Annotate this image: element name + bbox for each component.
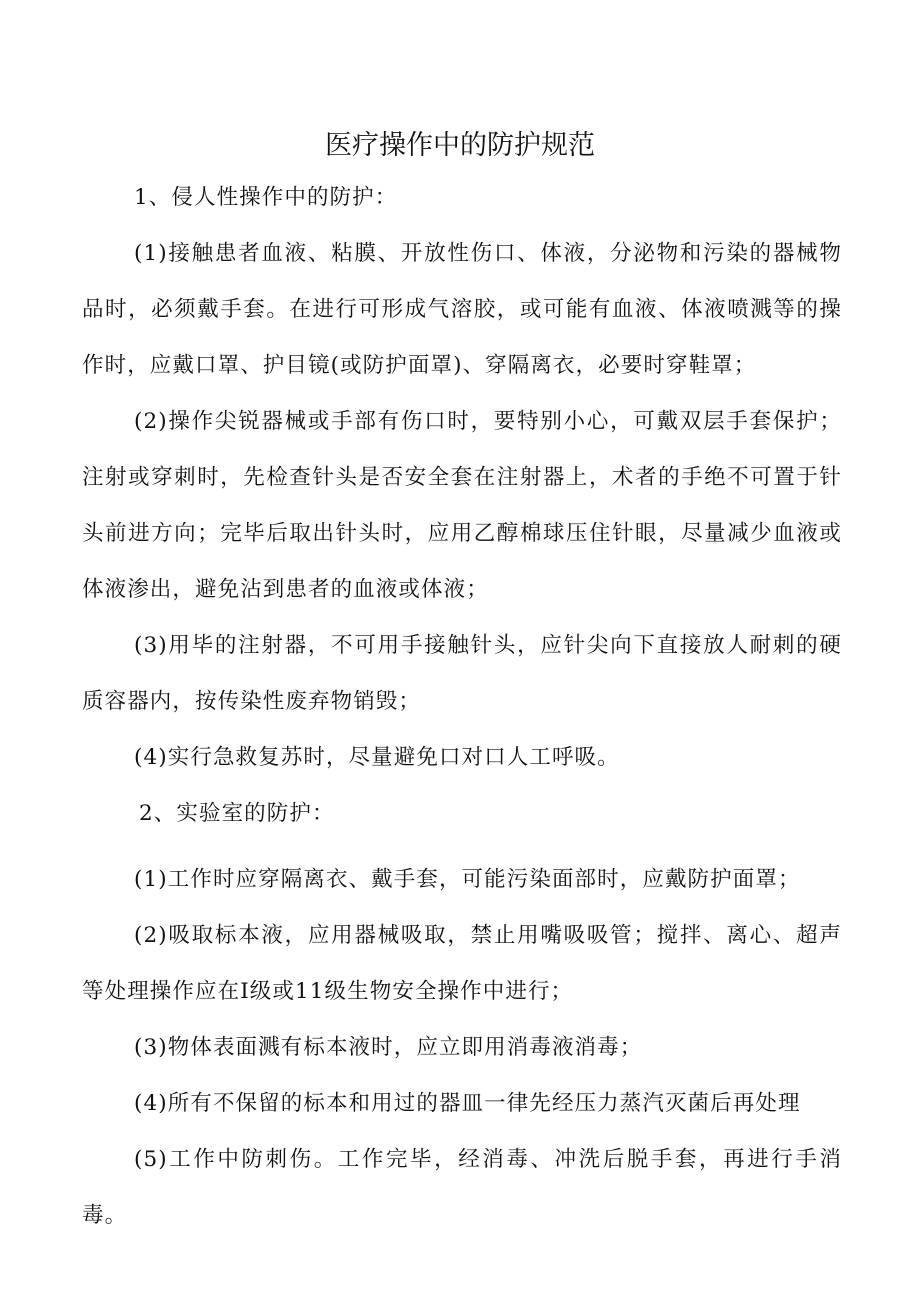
section-2-item-5: (5)工作中防刺伤。工作完毕，经消毒、冲洗后脱手套，再进行手消毒。 — [82, 1147, 842, 1228]
section-1-item-4: (4)实行急救复苏时，尽量避免口对口人工呼吸。 — [134, 745, 620, 770]
section-2-item-3: (3)物体表面溅有标本液时，应立即用消毒液消毒； — [134, 1035, 643, 1060]
section-2-heading: 2、实验室的防护： — [139, 801, 335, 826]
section-spacer — [82, 842, 842, 852]
section-1-heading: 1、侵人性操作中的防护： — [134, 185, 398, 210]
section-2-item-2: (2)吸取标本液，应用器械吸取，禁止用嘴吸吸管；搅拌、离心、超声等处理操作应在I级或11级生物安全操作中进行； — [82, 923, 842, 1004]
document-title: 医疗操作中的防护规范 — [325, 130, 595, 161]
section-1-item-3: (3)用毕的注射器，不可用手接触针头，应针尖向下直接放人耐刺的硬质容器内，按传染性废弃物销毁； — [82, 633, 842, 714]
document-body — [82, 170, 842, 1244]
section-2-item-1: (1)工作时应穿隔离衣、戴手套，可能污染面部时，应戴防护面罩； — [134, 867, 801, 892]
section-1-item-1: (1)接触患者血液、粘膜、开放性伤口、体液，分泌物和污染的器械物品时，必须戴手套。在进行可形成气溶胶，或可能有血液、体液喷溅等的操作时，应戴口罩、护目镜(或防护面罩)、穿隔离衣，必要时穿鞋罩； — [82, 241, 842, 378]
section-2-item-4: (4)所有不保留的标本和用过的器皿一律先经压力蒸汽灭菌后再处理 — [134, 1091, 801, 1116]
section-1-item-2: (2)操作尖锐器械或手部有伤口时，要特别小心，可戴双层手套保护；注射或穿刺时，先检查针头是否安全套在注射器上，术者的手绝不可置于针头前进方向；完毕后取出针头时，应用乙醇棉球压住针眼，尽量减少血液或体液渗出，避免沾到患者的血液或体液； — [82, 409, 842, 602]
